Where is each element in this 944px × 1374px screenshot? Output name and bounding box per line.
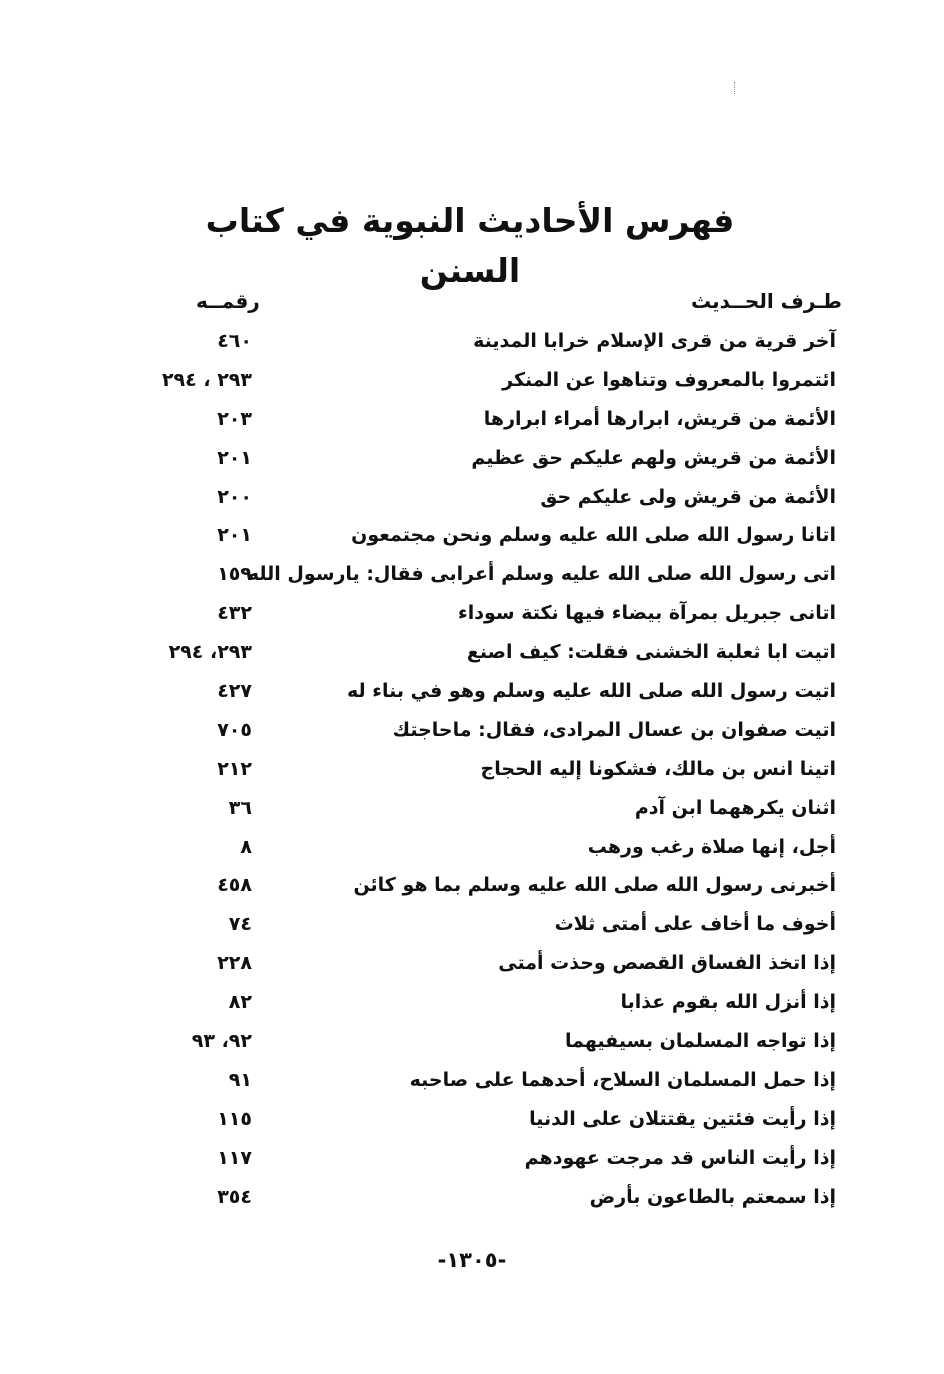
hadith-text: إذا سمعتم بالطاعون بأرض — [589, 1185, 836, 1208]
hadith-text: اتى رسول الله صلى الله عليه وسلم أعرابى فقال: يارسول الله — [247, 563, 836, 586]
list-item — [150, 555, 842, 594]
list-item — [150, 1178, 842, 1217]
list-item — [150, 750, 842, 789]
hadith-number: ١١٥ — [217, 1107, 252, 1130]
list-item — [150, 439, 842, 478]
hadith-text: ائتمروا بالمعروف وتناهوا عن المنكر — [502, 368, 836, 391]
list-item — [150, 866, 842, 905]
list-item — [150, 516, 842, 555]
hadith-number: ٤٣٢ — [217, 602, 252, 625]
hadith-text: الأئمة من قريش ولهم عليكم حق عظيم — [471, 446, 836, 469]
list-item — [150, 1139, 842, 1178]
hadith-text: الأئمة من قريش ولى عليكم حق — [540, 485, 836, 508]
hadith-text: الأئمة من قريش، ابرارها أمراء ابرارها — [483, 407, 836, 430]
hadith-number: ٢٢٨ — [217, 952, 252, 975]
hadith-number: ٨ — [240, 835, 252, 858]
hadith-text: آخر قرية من قرى الإسلام خرابا المدينة — [473, 330, 836, 352]
list-item — [150, 672, 842, 711]
hadith-index-list — [150, 322, 842, 1216]
list-item — [150, 633, 842, 672]
list-item — [150, 478, 842, 517]
list-item — [150, 400, 842, 439]
page-number: -١٣٠٥- — [437, 1248, 507, 1272]
hadith-number: ٢١٢ — [217, 757, 252, 780]
hadith-text: إذا اتخذ الفساق القصص وحذت أمتى — [498, 952, 836, 975]
list-item — [150, 983, 842, 1022]
hadith-number: ٧٤ — [228, 913, 252, 936]
hadith-text: اتيت ابا ثعلبة الخشنى فقلت: كيف اصنع — [466, 641, 836, 664]
column-header-row — [150, 285, 842, 317]
hadith-number: ٧٠٥ — [217, 718, 252, 741]
hadith-text: اتانا رسول الله صلى الله عليه وسلم ونحن مجتمعون — [351, 524, 836, 547]
list-item — [150, 322, 842, 361]
hadith-number: ٢٩٣، ٢٩٤ — [168, 641, 252, 664]
hadith-number: ٨٢ — [228, 991, 252, 1014]
list-item — [150, 789, 842, 828]
list-item — [150, 594, 842, 633]
hadith-text: اتانى جبريل بمرآة بيضاء فيها نكتة سوداء — [458, 602, 836, 625]
hadith-number: ٢٠٠ — [217, 485, 252, 508]
list-item — [150, 1061, 842, 1100]
list-item — [150, 361, 842, 400]
hadith-text: اتيت رسول الله صلى الله عليه وسلم وهو في بناء له — [347, 680, 836, 703]
list-item — [150, 1100, 842, 1139]
hadith-text: أجل، إنها صلاة رغب ورهب — [587, 835, 836, 858]
list-item — [150, 711, 842, 750]
hadith-number: ٤٢٧ — [217, 680, 252, 703]
hadith-number: ٣٦ — [228, 796, 252, 819]
hadith-text: اتينا انس بن مالك، فشكونا إليه الحجاج — [480, 757, 836, 780]
scan-mark — [734, 82, 737, 94]
hadith-number: ٣٥٤ — [217, 1185, 252, 1208]
hadith-number: ٩١ — [228, 1068, 252, 1091]
hadith-text: إذا رأيت فئتين يقتتلان على الدنيا — [529, 1107, 836, 1130]
hadith-number: ١٥٩ — [217, 563, 252, 586]
hadith-text: إذا رأيت الناس قد مرجت عهودهم — [524, 1146, 836, 1169]
page-title: فهرس الأحاديث النبوية في كتاب السنن — [205, 201, 735, 290]
list-item — [150, 1022, 842, 1061]
column-header-number: رقمــه — [196, 289, 260, 313]
hadith-number: ٢٩٣ ، ٢٩٤ — [161, 368, 252, 391]
list-item — [150, 905, 842, 944]
hadith-text: أخوف ما أخاف على أمتى ثلاث — [554, 913, 836, 936]
hadith-number: ٢٠٣ — [217, 407, 252, 430]
list-item — [150, 828, 842, 867]
hadith-number: ٤٥٨ — [217, 874, 252, 897]
hadith-number: ٩٢، ٩٣ — [191, 1030, 252, 1053]
hadith-text: اتيت صفوان بن عسال المرادى، فقال: ماحاجتك — [392, 718, 836, 741]
hadith-number: ٤٦٠ — [217, 330, 252, 352]
hadith-text: اثنان يكرههما ابن آدم — [634, 796, 836, 819]
list-item — [150, 944, 842, 983]
hadith-text: إذا تواجه المسلمان بسيفيهما — [564, 1030, 836, 1053]
column-header-hadith: طـرف الحــديث — [691, 289, 842, 313]
hadith-number: ١١٧ — [217, 1146, 252, 1169]
hadith-number: ٢٠١ — [217, 524, 252, 547]
hadith-text: إذا أنزل الله بقوم عذابا — [620, 991, 836, 1014]
hadith-text: إذا حمل المسلمان السلاح، أحدهما على صاحبه — [409, 1068, 836, 1091]
hadith-number: ٢٠١ — [217, 446, 252, 469]
hadith-text: أخبرنى رسول الله صلى الله عليه وسلم بما هو كائن — [353, 874, 836, 897]
